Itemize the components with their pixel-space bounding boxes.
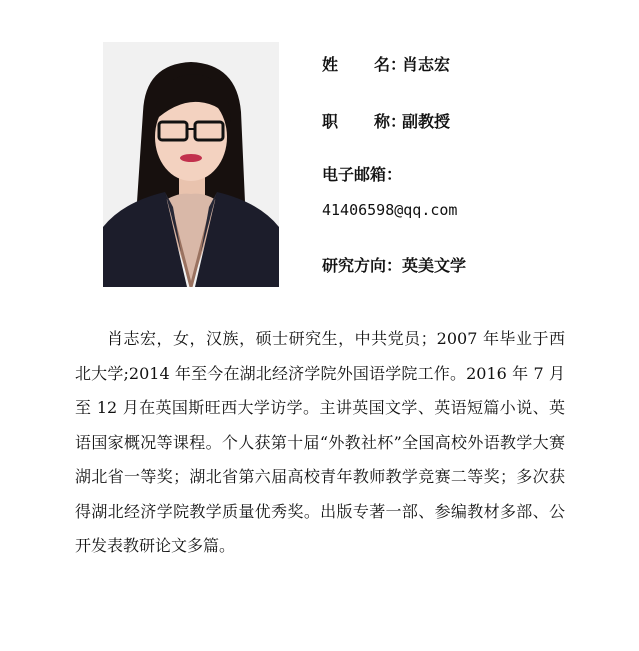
research-row bbox=[322, 253, 466, 276]
title-label-char2: 称 bbox=[374, 112, 391, 131]
name-row bbox=[322, 52, 450, 75]
title-row bbox=[322, 109, 450, 132]
portrait-photo bbox=[103, 42, 279, 287]
title-colon: ： bbox=[390, 112, 407, 131]
research-label: 研究方向： bbox=[322, 256, 403, 275]
email-label-row bbox=[322, 162, 402, 185]
title-value: 副教授 bbox=[402, 112, 451, 131]
name-label bbox=[322, 52, 407, 75]
email-value[interactable]: 41406598@qq.com bbox=[322, 201, 458, 219]
title-label-char1: 职 bbox=[322, 112, 339, 131]
name-value: 肖志宏 bbox=[402, 55, 451, 74]
title-label bbox=[322, 109, 407, 132]
name-label-char1: 姓 bbox=[322, 55, 339, 74]
research-value: 英美文学 bbox=[402, 256, 467, 275]
biography bbox=[75, 322, 565, 564]
name-label-char2: 名 bbox=[374, 55, 391, 74]
name-colon: ： bbox=[390, 55, 407, 74]
bio-paragraph: 肖志宏，女，汉族，硕士研究生，中共党员；2007 年毕业于西北大学;2014 年至今在湖北经济学院外国语学院工作。2016 年 7 月至 12 月在英国斯旺西大学访学。主讲英国文学、英语短篇小说、英语国家概况等课程。个人获第十届“外教社杯”全国高校外语教学大赛湖北省一等奖；湖北省第六届高校青年教师教学竞赛二等奖；多次获得湖北经济学院教学质量优秀奖。出版专著一部、参编教材多部、公开发表教研论文多篇。 bbox=[75, 329, 565, 555]
email-label: 电子邮箱： bbox=[322, 165, 403, 184]
